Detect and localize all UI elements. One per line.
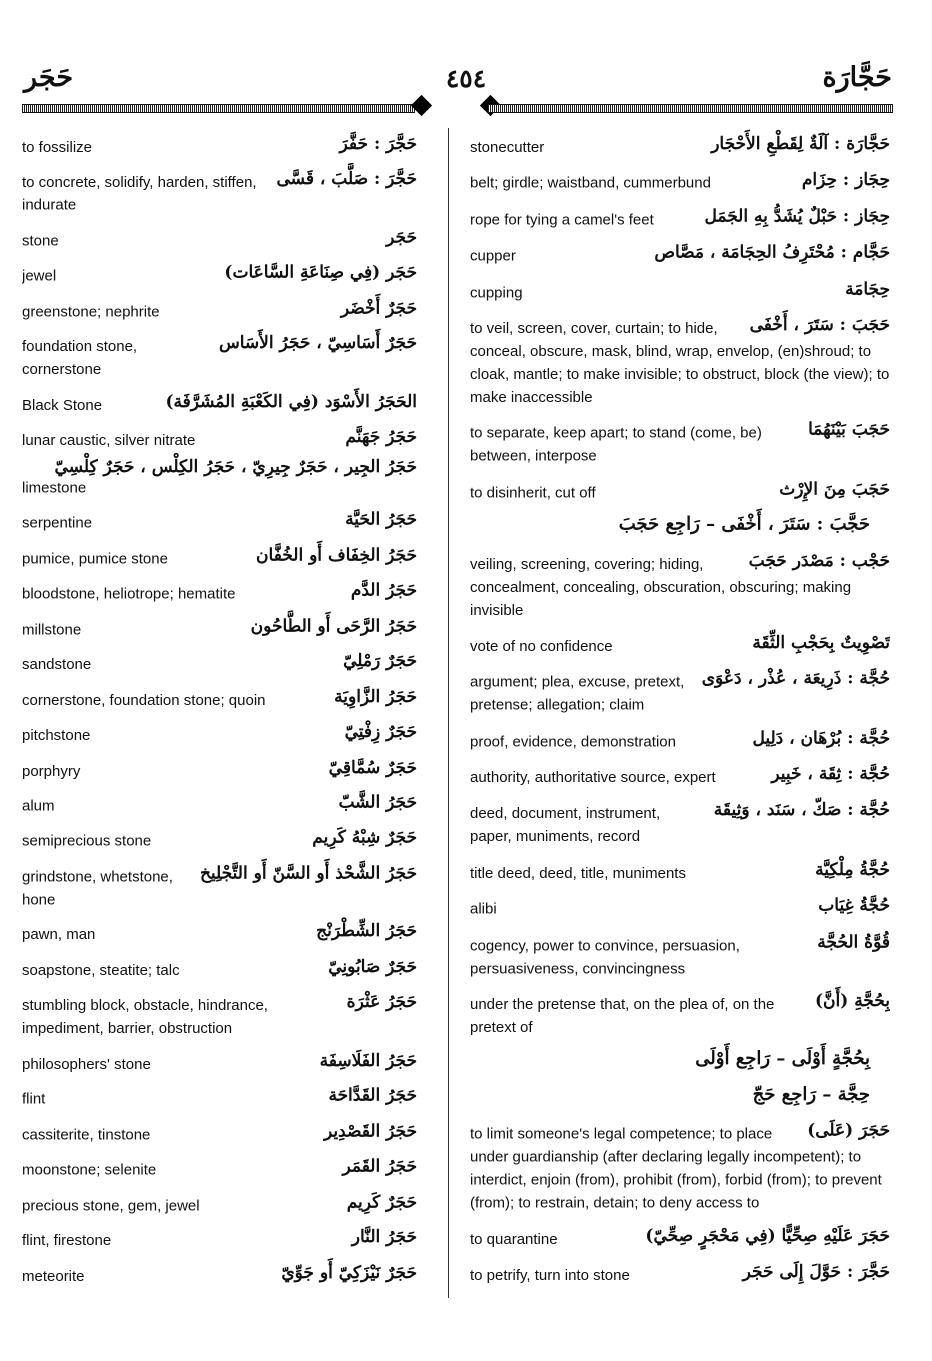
entry-arabic: حَجَرٌ نَيْزَكِيّ أَو جَوِّيّ (281, 1262, 417, 1283)
entry-english: stonecutter (470, 138, 545, 156)
dictionary-entry (22, 787, 417, 818)
dictionary-entry (470, 473, 890, 504)
entry-english: flint (22, 1090, 46, 1108)
entry-arabic: حَجَبَ : سَتَرَ ، أَخْفَى (749, 315, 890, 336)
dictionary-entry (470, 128, 890, 159)
dictionary-entry (22, 1080, 417, 1111)
dictionary-entry (470, 309, 890, 409)
entry-arabic: حَجَّرَ : حَفَّرَ (339, 133, 417, 154)
dictionary-entry (22, 504, 417, 535)
entry-arabic: حَجَر (فِي صِنَاعَةِ السَّاعَات) (224, 262, 417, 283)
entry-english: moonstone; selenite (22, 1161, 157, 1179)
dictionary-entry (470, 1080, 890, 1110)
entry-english: stone (22, 232, 59, 250)
entry-arabic: حَجَرٌ أَخْضَر (340, 298, 417, 319)
entry-arabic: حَجَرٌ زِفْتِيّ (344, 721, 417, 742)
dictionary-entry (22, 222, 417, 253)
dictionary-entry (22, 857, 417, 911)
entry-english: soapstone, steatite; talc (22, 961, 180, 979)
entry-arabic: حَجَّبَ : سَتَرَ ، أَخْفَى – رَاجِع حَجَبَ (618, 513, 870, 535)
dictionary-entry (470, 627, 890, 658)
entry-arabic: حَجْب : مَصْدَر حَجَبَ (748, 550, 890, 571)
dictionary-entry (470, 164, 890, 195)
dictionary-entry (22, 986, 417, 1040)
dictionary-entry (470, 890, 890, 921)
entry-arabic: حِجَاز : حَبْلٌ يُشَدُّ بِهِ الجَمَل (704, 206, 890, 227)
entry-english: meteorite (22, 1267, 85, 1285)
entry-english: stumbling block, obstacle, hindrance, impediment, barrier, obstruction (22, 997, 268, 1038)
dictionary-entry (22, 681, 417, 712)
entry-english: cogency, power to convince, persuasion, persuasiveness, convincingness (470, 937, 740, 977)
column-divider (448, 128, 449, 1298)
dictionary-entry (22, 128, 417, 159)
entry-english: to separate, keep apart; to stand (come, be) between, interpose (470, 425, 762, 465)
entry-arabic: حَجَرُ الدَّم (350, 580, 417, 601)
dictionary-entry (22, 716, 417, 747)
dictionary-entry (22, 610, 417, 641)
entry-english: philosophers' stone (22, 1055, 151, 1073)
dictionary-entry (470, 1044, 890, 1074)
dictionary-entry (22, 257, 417, 288)
entry-arabic: حَجَرُ القَمَر (342, 1156, 417, 1177)
dictionary-entry (22, 292, 417, 323)
entry-arabic: حَجَّام : مُحْتَرِفُ الحِجَامَة ، مَصَّاص (654, 242, 890, 263)
entry-arabic: تَصْوِيتٌ بِحَجْبِ الثِّقَة (752, 632, 890, 653)
dictionary-entry (470, 414, 890, 468)
dictionary-entry (470, 273, 890, 304)
header-left-word: حَجَر (24, 62, 74, 93)
header-rule-left (22, 104, 415, 113)
entry-english: to veil, screen, cover, curtain; to hide, conceal, obscure, mask, blind, wrap, envelop, (en)shroud; to cloak, mantle; to make invisible; to obstruct, block (the view); to make inaccessible (470, 320, 890, 406)
entry-english: cornerstone, foundation stone; quoin (22, 691, 266, 709)
entry-english: lunar caustic, silver nitrate (22, 432, 196, 450)
entry-arabic: حَجَرُ الحَيَّة (345, 509, 417, 530)
entry-english: authority, authoritative source, expert (470, 769, 716, 787)
entry-arabic: حَجَّارَة : آلَةٌ لِقَطْعِ الأَحْجَار (711, 133, 890, 154)
entry-arabic: حُجَّة : ذَرِيعَة ، عُذْر ، دَعْوَى (701, 668, 890, 689)
entry-arabic: حَجَرُ النَّار (351, 1227, 417, 1248)
dictionary-entry (470, 722, 890, 753)
entry-arabic: حُجَّة : ثِقَة ، خَبِير (771, 764, 890, 785)
dictionary-entry (22, 386, 417, 417)
entry-english: to quarantine (470, 1230, 558, 1248)
entry-english: bloodstone, heliotrope; hematite (22, 585, 236, 603)
entry-arabic: حَجَرُ الشَّبّ (338, 792, 417, 813)
entry-english: alum (22, 797, 55, 815)
entry-english: Black Stone (22, 396, 103, 414)
entry-english: rope for tying a camel's feet (470, 211, 654, 229)
dictionary-entry (22, 575, 417, 606)
dictionary-entry (22, 328, 417, 382)
header-right-word: حَجَّارَة (822, 62, 892, 93)
entry-arabic: حَجَرُ الشِّطْرَنْج (316, 921, 417, 942)
dictionary-entry (470, 237, 890, 268)
entry-arabic: حِجَامَة (845, 278, 890, 299)
entry-english: belt; girdle; waistband, cummerbund (470, 175, 711, 193)
entry-arabic: حُجَّة : بُرْهَان ، دَلِيل (752, 728, 890, 749)
dictionary-entry (22, 645, 417, 676)
entry-arabic: حَجَرُ الرَّحَى أَو الطَّاحُون (250, 615, 417, 636)
entry-english: to petrify, turn into stone (470, 1267, 630, 1285)
entry-english: to fossilize (22, 138, 93, 156)
entry-arabic: حُجَّةُ مِلْكِيَّة (815, 859, 890, 880)
entry-arabic: حَجَرٌ صَابُونِيّ (328, 956, 417, 977)
dictionary-entry (470, 1256, 890, 1287)
dictionary-entry (22, 539, 417, 570)
dictionary-entry (470, 926, 890, 980)
dictionary-entry (470, 795, 890, 849)
entry-arabic: حَجَرُ عَثْرَة (346, 992, 417, 1013)
entry-arabic: حَجَبَ مِنَ الإِرْث (779, 479, 890, 500)
entry-english: under the pretense that, on the plea of, on the pretext of (470, 996, 775, 1037)
dictionary-entry (470, 985, 890, 1039)
dictionary-entry (22, 457, 417, 500)
entry-arabic: الحَجَرُ الأَسْوَد (فِي الكَعْبَةِ المُشَرَّفَة) (165, 391, 417, 412)
entry-arabic: حَجَّرَ : صَلَّبَ ، قَسَّى (276, 169, 417, 190)
dictionary-entry (22, 1151, 417, 1182)
dictionary-entry (470, 545, 890, 622)
entry-english: pawn, man (22, 926, 96, 944)
entry-arabic: حَجَرُ الفَلَاسِفَة (319, 1050, 417, 1071)
entry-arabic: حَجَبَ بَيْنَهُمَا (808, 420, 890, 441)
entry-english: cassiterite, tinstone (22, 1126, 151, 1144)
left-column (22, 128, 417, 1292)
dictionary-entry (22, 916, 417, 947)
dictionary-entry (22, 1221, 417, 1252)
entry-arabic: حِجَّة – رَاجِع حَجّ (752, 1083, 870, 1105)
entry-arabic: قُوَّةُ الحُجَّة (817, 932, 890, 953)
dictionary-entry (470, 663, 890, 717)
entry-english: jewel (22, 267, 57, 285)
entry-english: alibi (470, 900, 497, 918)
entry-english: precious stone, gem, jewel (22, 1196, 200, 1214)
entry-arabic: حَجَرُ القَدَّاحَة (328, 1085, 417, 1106)
dictionary-entry (470, 200, 890, 231)
dictionary-entry (470, 1220, 890, 1251)
entry-arabic: حَجَرَ (عَلَى) (807, 1120, 890, 1141)
entry-arabic: حَجَرُ جَهَنَّم (345, 427, 417, 448)
page-number: ٤٥٤ (445, 64, 487, 93)
dictionary-entry (470, 509, 890, 539)
dictionary-entry (22, 951, 417, 982)
entry-arabic: حِجَاز : حِزَام (801, 170, 890, 191)
entry-arabic: حَجَرُ الجِير ، حَجَرٌ جِيرِيّ ، حَجَرُ الكِلْس ، حَجَرٌ كِلْسِيّ (54, 456, 417, 477)
entry-arabic: حَجَرٌ سُمَّاقِيّ (328, 757, 417, 778)
entry-english: millstone (22, 620, 82, 638)
dictionary-entry (22, 1115, 417, 1146)
entry-arabic: حُجَّةُ غِيَاب (818, 895, 890, 916)
entry-english: pitchstone (22, 726, 91, 744)
entry-english: to disinherit, cut off (470, 484, 596, 502)
entry-english: veiling, screening, covering; hiding, concealment, concealing, obscuration, obscuring; making invisible (470, 555, 852, 619)
entry-english: greenstone; nephrite (22, 303, 160, 321)
dictionary-entry (470, 758, 890, 789)
right-column (470, 128, 890, 1292)
dictionary-entry (470, 1115, 890, 1215)
entry-arabic: حَجَرُ الخِفَاف أَو الخُفَّان (256, 545, 417, 566)
dictionary-entry (22, 1186, 417, 1217)
dictionary-entry (22, 163, 417, 217)
entry-english: foundation stone, cornerstone (22, 338, 138, 379)
dictionary-entry (22, 822, 417, 853)
entry-english: argument; plea, excuse, pretext, pretense; allegation; claim (470, 673, 685, 714)
entry-arabic: حَجَرٌ شِبْهُ كَرِيم (312, 828, 417, 848)
entry-english: to limit someone's legal competence; to place under guardianship (after declaring legally incompetent); to interdict, enjoin (from), prohibit (from), forbid (from); to prevent (from); to restrain, detain; to deny access to (470, 1125, 882, 1212)
entry-english: vote of no confidence (470, 637, 613, 655)
entry-arabic: حَجَر (386, 227, 417, 248)
entry-arabic: حَجَرٌ أَسَاسِيّ ، حَجَرُ الأَسَاس (218, 333, 417, 354)
entry-english: serpentine (22, 514, 93, 532)
entry-arabic: حَجَرُ الزَّاوِيَة (334, 686, 417, 707)
dictionary-entry (22, 1045, 417, 1076)
entry-english: limestone (22, 479, 87, 497)
dictionary-entry (22, 1257, 417, 1288)
entry-arabic: حَجَرُ الشَّحْذ أَو السَّنّ أَو التَّجْلِيخ (199, 863, 417, 884)
entry-arabic: حُجَّة : صَكّ ، سَنَد ، وَثِيقَة (713, 800, 890, 821)
entry-english: proof, evidence, demonstration (470, 733, 676, 751)
dictionary-entry (470, 854, 890, 885)
entry-arabic: حَجَرَ عَلَيْهِ صِحِّيًّا (فِي مَحْجَرٍ صِحِّيّ) (645, 1225, 890, 1246)
entry-english: title deed, deed, title, muniments (470, 864, 686, 882)
entry-arabic: حَجَرُ القَصْدِير (323, 1121, 417, 1142)
header-rule-right (488, 104, 893, 113)
entry-english: sandstone (22, 656, 92, 674)
entry-arabic: بِحُجَّةٍ أَوْلَى – رَاجِع أَوْلَى (695, 1048, 870, 1070)
dictionary-entry (22, 751, 417, 782)
entry-english: deed, document, instrument, paper, muniments, record (470, 805, 661, 846)
entry-arabic: بِحُجَّةِ (أَنَّ) (814, 991, 890, 1012)
entry-english: porphyry (22, 762, 81, 780)
entry-english: cupping (470, 283, 523, 301)
entry-arabic: حَجَّرَ : حَوَّلَ إِلَى حَجَر (742, 1262, 890, 1283)
entry-english: semiprecious stone (22, 833, 152, 850)
entry-english: to concrete, solidify, harden, stiffen, indurate (22, 174, 257, 215)
entry-english: cupper (470, 247, 516, 265)
entry-english: grindstone, whetstone, hone (22, 868, 173, 909)
entry-arabic: حَجَرٌ رَمْلِيّ (343, 651, 417, 672)
entry-arabic: حَجَرٌ كَرِيم (346, 1191, 417, 1212)
entry-english: flint, firestone (22, 1232, 112, 1250)
entry-english: pumice, pumice stone (22, 550, 168, 568)
dictionary-entry (22, 421, 417, 452)
